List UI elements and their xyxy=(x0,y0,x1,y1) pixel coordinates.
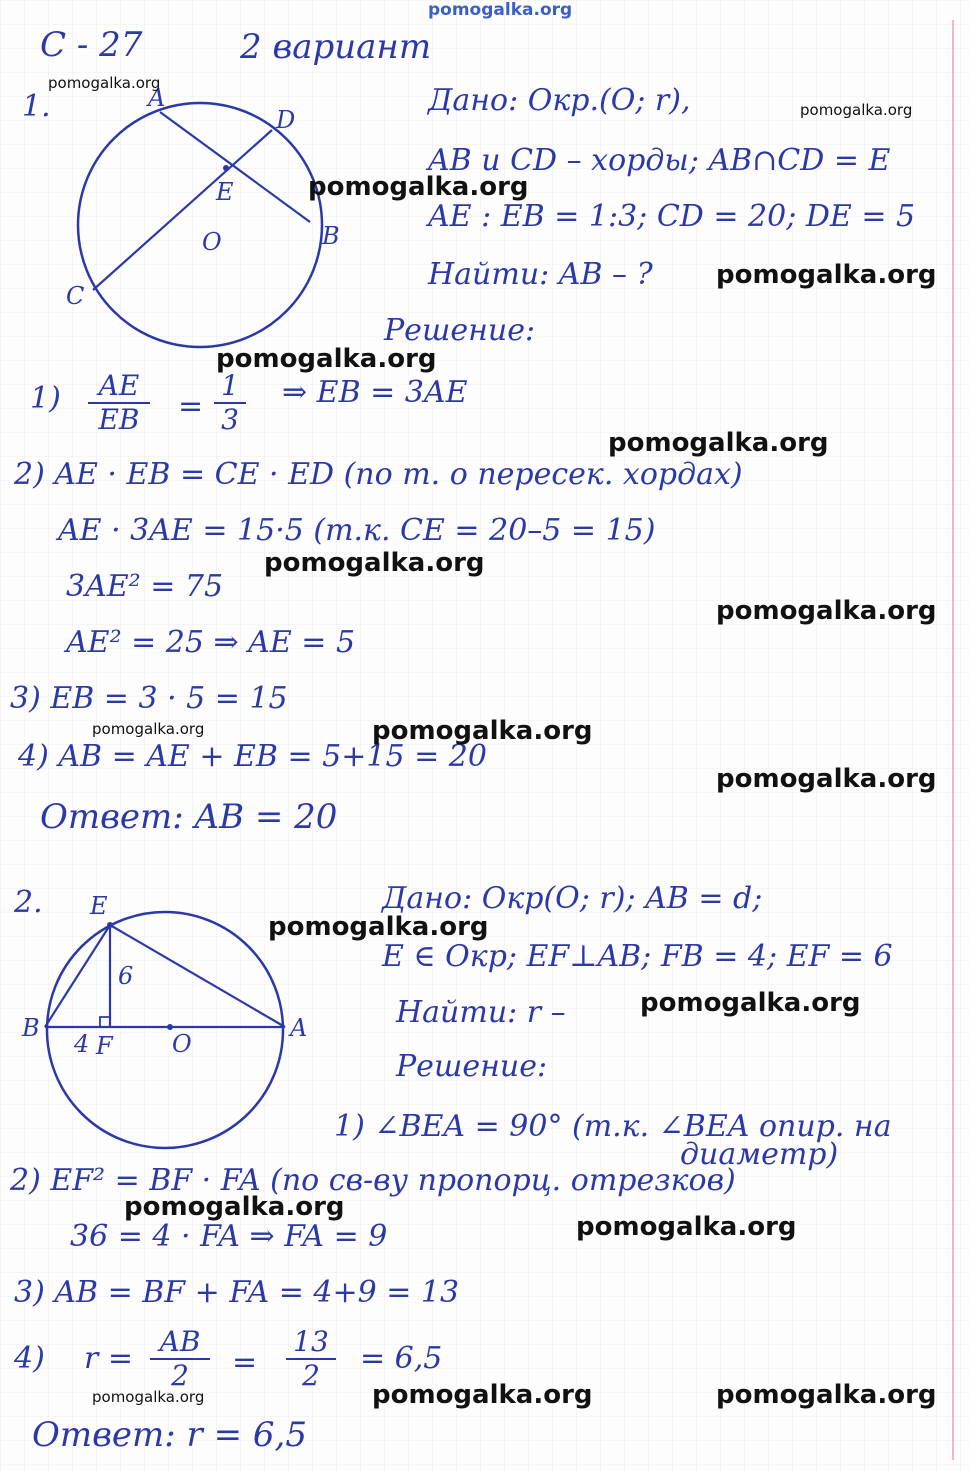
p1-find: Найти: AB – ? xyxy=(428,257,653,292)
watermark: pomogalka.org xyxy=(372,716,593,746)
watermark: pomogalka.org xyxy=(92,1388,205,1406)
watermark: pomogalka.org xyxy=(216,344,437,374)
right-angle-mark xyxy=(100,1017,110,1027)
p2-step1: 1) ∠BEA = 90° (т.к. ∠BEA опир. на xyxy=(334,1109,892,1144)
p1-answer: Ответ: AB = 20 xyxy=(40,797,338,837)
watermark: pomogalka.org xyxy=(268,912,489,942)
problem2-number: 2. xyxy=(14,885,43,920)
watermark-top: pomogalka.org xyxy=(428,0,573,20)
fraction-denominator: 2 xyxy=(302,1359,320,1392)
watermark: pomogalka.org xyxy=(716,764,937,794)
watermark: pomogalka.org xyxy=(608,428,829,458)
point-c-label: C xyxy=(66,282,85,310)
p2-step4-number: 4) xyxy=(14,1341,45,1376)
point-a2-label: A xyxy=(290,1014,308,1042)
point-e2-dot xyxy=(107,922,113,928)
fraction-numerator: 1 xyxy=(221,369,239,402)
chord-cd xyxy=(93,130,272,290)
p2-step2b: 36 = 4 · FA ⇒ FA = 9 xyxy=(70,1219,388,1254)
point-e-label: E xyxy=(216,178,234,206)
watermark: pomogalka.org xyxy=(92,720,205,738)
watermark: pomogalka.org xyxy=(264,548,485,578)
point-e2-label: E xyxy=(90,892,108,920)
watermark: pomogalka.org xyxy=(716,1380,937,1410)
p1-step1-result: ⇒ EB = 3AE xyxy=(282,375,468,410)
p2-step4-equals: = xyxy=(232,1345,258,1380)
p2-fraction-13-2 xyxy=(286,1325,336,1392)
segment-bf-length: 4 xyxy=(74,1030,90,1058)
fraction-numerator: AB xyxy=(159,1325,201,1358)
p1-step1-equals: = xyxy=(178,389,204,424)
segment-ef-length: 6 xyxy=(118,962,134,990)
p2-fraction-ab-2 xyxy=(150,1325,210,1392)
p1-given-2: AB и CD – хорды; AB∩CD = E xyxy=(428,143,891,178)
p1-given-1: Дано: Окр.(O; r), xyxy=(428,83,691,118)
p1-step4: 4) AB = AE + EB = 5+15 = 20 xyxy=(18,739,487,774)
p1-step2b: AE · 3AE = 15·5 (т.к. CE = 20–5 = 15) xyxy=(58,513,656,548)
fraction-numerator: 13 xyxy=(293,1325,329,1358)
variant-label: 2 вариант xyxy=(240,27,432,67)
p2-step4-r: r = xyxy=(84,1341,134,1376)
watermark: pomogalka.org xyxy=(716,596,937,626)
fraction-numerator: AE xyxy=(98,369,140,402)
point-o-label: O xyxy=(202,228,222,256)
p1-step2: 2) AE · EB = CE · ED (по т. о пересек. хордах) xyxy=(14,457,743,492)
watermark: pomogalka.org xyxy=(372,1380,593,1410)
p2-answer: Ответ: r = 6,5 xyxy=(32,1415,307,1455)
fraction-denominator: 2 xyxy=(171,1359,189,1392)
watermark: pomogalka.org xyxy=(124,1192,345,1222)
watermark: pomogalka.org xyxy=(640,988,861,1018)
point-e-dot xyxy=(223,165,229,171)
p1-fraction-ae-eb xyxy=(88,369,150,436)
p2-step4-result: = 6,5 xyxy=(360,1341,443,1376)
problem-set-label: С - 27 xyxy=(40,25,143,65)
watermark: pomogalka.org xyxy=(48,74,161,92)
p2-find: Найти: r – xyxy=(396,995,566,1030)
point-b-label: B xyxy=(322,222,340,250)
segment-eb xyxy=(45,925,110,1027)
problem1-number: 1. xyxy=(22,89,51,124)
fraction-denominator: 3 xyxy=(221,403,239,436)
watermark: pomogalka.org xyxy=(800,101,913,119)
p2-step3: 3) AB = BF + FA = 4+9 = 13 xyxy=(14,1275,460,1310)
p1-step3: 3) EB = 3 · 5 = 15 xyxy=(10,681,288,716)
segment-ea xyxy=(110,925,285,1027)
watermark: pomogalka.org xyxy=(716,260,937,290)
point-f-label: F xyxy=(96,1032,113,1060)
p2-step1b: диаметр) xyxy=(680,1137,839,1172)
p1-solution-heading: Решение: xyxy=(384,313,536,348)
problem1-circle xyxy=(78,103,322,347)
watermark: pomogalka.org xyxy=(576,1212,797,1242)
p2-given-2: E ∈ Окр; EF⊥AB; FB = 4; EF = 6 xyxy=(382,939,893,974)
p2-solution-heading: Решение: xyxy=(396,1049,548,1084)
p1-step1-number: 1) xyxy=(30,381,61,416)
point-a-label: A xyxy=(148,84,166,112)
p1-given-3: AE : EB = 1:3; CD = 20; DE = 5 xyxy=(428,199,916,234)
point-o2-label: O xyxy=(172,1030,192,1058)
point-b2-label: B xyxy=(22,1014,40,1042)
p1-step2c: 3AE² = 75 xyxy=(66,569,224,604)
fraction-denominator: EB xyxy=(98,403,140,436)
point-d-label: D xyxy=(276,106,296,134)
p1-step2d: AE² = 25 ⇒ AE = 5 xyxy=(66,625,356,660)
p1-fraction-one-third xyxy=(214,369,246,436)
p2-step2: 2) EF² = BF · FA (по св-ву пропорц. отрезков) xyxy=(10,1163,736,1198)
watermark: pomogalka.org xyxy=(308,172,529,202)
p2-given-1: Дано: Окр(O; r); AB = d; xyxy=(382,881,763,916)
